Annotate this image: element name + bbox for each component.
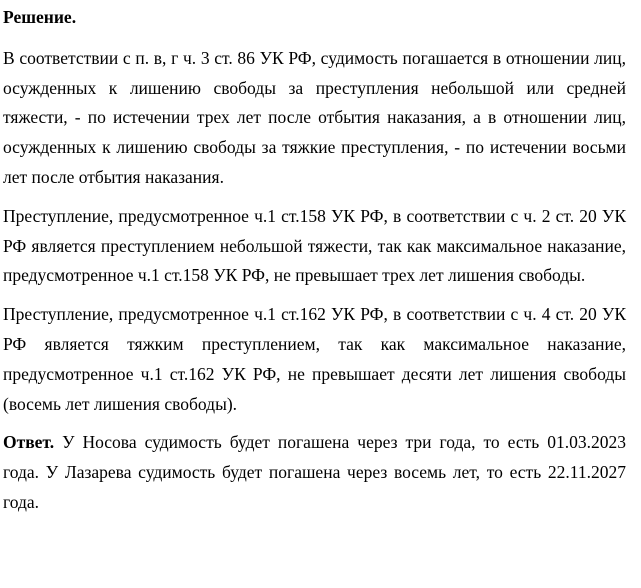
document [3, 0, 626, 527]
paragraph-article-86: В соответствии с п. в, г ч. 3 ст. 86 УК РФ, судимость погашается в отношении лиц, осужденных к лишению свободы за преступления небольшой или средней тяжести, - по истечении трех лет после отбытия наказания, а в отношении лиц, осужденных к лишению свободы за тяжкие преступления, - по истечении восьми лет после отбытия наказания. [3, 47, 626, 187]
solution-heading: Решение. [3, 7, 77, 27]
paragraph-article-162: Преступление, предусмотренное ч.1 ст.162 УК РФ, в соответствии с ч. 4 ст. 20 УК РФ является тяжким преступлением, так как максимальное наказание, предусмотренное ч.1 ст.162 УК РФ, не превышает десяти лет лишения свободы (восемь лет лишения свободы). [3, 304, 626, 414]
paragraph-article-158: Преступление, предусмотренное ч.1 ст.158 УК РФ, в соответствии с ч. 2 ст. 20 УК РФ является преступлением небольшой тяжести, так как максимальное наказание, предусмотренное ч.1 ст.158 УК РФ, не превышает трех лет лишения свободы. [3, 205, 626, 286]
answer-label: Ответ. [3, 432, 55, 453]
answer-text: У Носова судимость будет погашена через три года, то есть 01.03.2023 года. У Лазарева судимость будет погашена через восемь лет, то есть 22.11.2027 года. [3, 432, 626, 512]
answer-paragraph [3, 428, 626, 517]
